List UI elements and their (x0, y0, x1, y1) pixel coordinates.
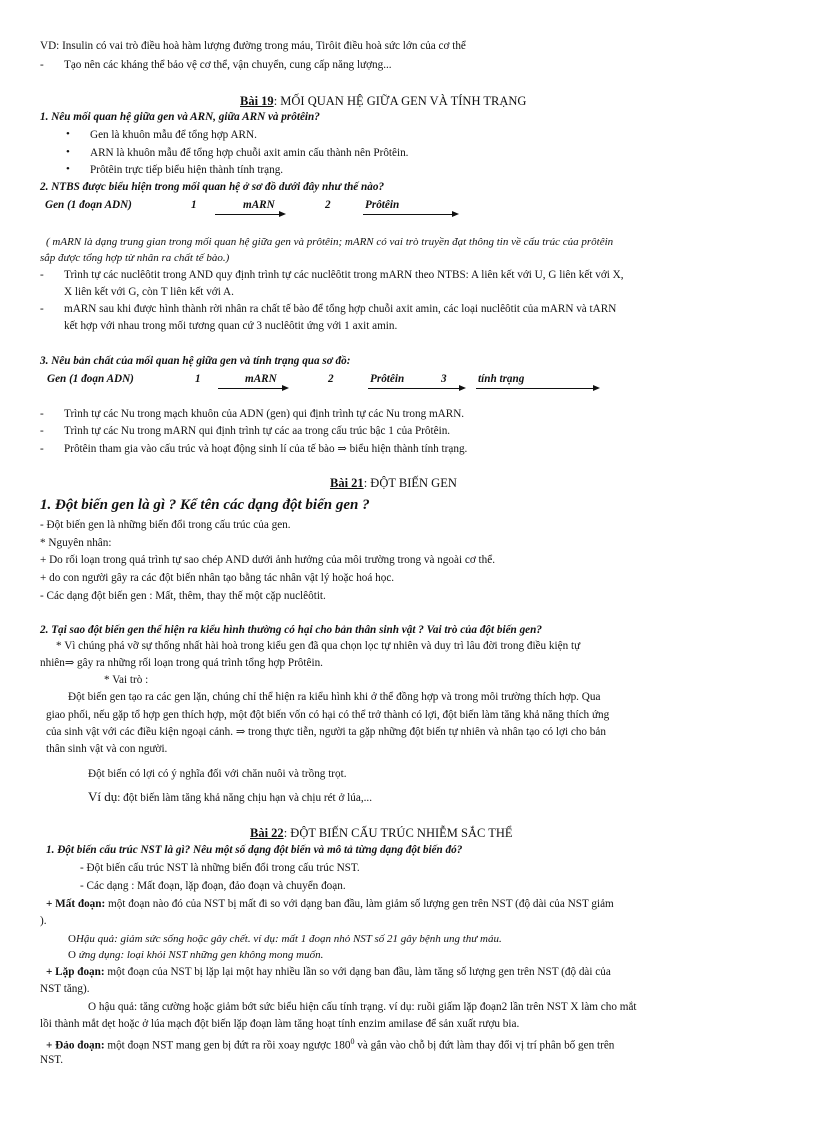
bullet-icon: • (66, 128, 70, 140)
harm-reason-2-text: gây ra những rối loạn trong quá trình tổng hợp Prôtêin. (77, 657, 323, 669)
essence-line-3-end: biểu hiện thành tính trạng. (349, 443, 468, 455)
duplication-consequence-1 (88, 1000, 637, 1014)
q1-item: Gen là khuôn mẫu để tổng hợp ARN. (90, 129, 257, 141)
deletion-consequence (68, 932, 502, 946)
lesson-19-heading (240, 93, 526, 109)
diagram-1-protein: Prôtêin (365, 199, 400, 211)
marn-line-1: mARN sau khi được hình thành rời nhân ra chất tế bào để tổng hợp chuỗi axit amin, các loại nuclêôtit của mARN và tARN (64, 303, 617, 315)
intro-line-2: Tạo nên các kháng thể bảo vệ cơ thể, vận chuyển, cung cấp năng lượng... (64, 59, 392, 71)
cause-1: + Do rối loạn trong quá trình tự sao chép AND dưới ảnh hưởng của môi trường trong và ngoài cơ thể. (40, 554, 496, 566)
note-line-1: ( mARN là dạng trung gian trong mối quan hệ giữa gen và prôtêin; mARN có vai trò truyền đạt thông tin về cấu trúc của prôtêin (46, 236, 614, 248)
gene-mutation-definition: - Đột biến gen là những biến đổi trong cấu trúc của gen. (40, 519, 291, 531)
dash-marker: - (40, 59, 44, 71)
diagram-2-step-1: 1 (195, 373, 201, 385)
role-line-4: thân sinh vật và con người. (46, 743, 168, 755)
role-line-1: Đột biến gen tạo ra các gen lặn, chúng chỉ thể hiện ra kiểu hình khi ở thể đồng hợp và trong môi trường thích hợp. Qua (68, 691, 601, 703)
role-line-2: giao phối, nếu gặp tổ hợp gen thích hợp, một đột biến vốn có hại có thể trở thành có lợi, đột biến làm tăng khả năng thích ứng (46, 709, 610, 721)
causes-label: * Nguyên nhân: (40, 537, 112, 549)
degree-mark: 0 (350, 1037, 355, 1046)
example-line (88, 789, 372, 806)
duplication-text: một đoạn của NST bị lặp lại một hay nhiều lần so với dạng ban đầu, làm tăng số lượng gen trên NST (độ dài của (104, 966, 611, 978)
inversion-line-2: NST. (40, 1054, 64, 1066)
role-label: * Vai trò : (104, 674, 149, 686)
role-line-3-start: của sinh vật với các điều kiện ngoại cảnh. (46, 726, 234, 738)
ntbs-line-1: Trình tự các nuclêôtit trong AND quy định trình tự các nuclêôtit trong mARN theo NTBS: A liên kết với U, G liên kết với X, (64, 269, 624, 281)
dash-marker: - (40, 303, 44, 315)
beneficial-mutation: Đột biến có lợi có ý nghĩa đối với chăn nuôi và trồng trọt. (88, 768, 347, 780)
lesson-22-question-1: 1. Đột biến cấu trúc NST là gì? Nêu một số dạng đột biến và mô tả từng dạng đột biến đó? (46, 844, 463, 856)
duplication-label: + Lặp đoạn: (46, 966, 105, 978)
arrow-icon (363, 214, 453, 215)
diagram-2-marn: mARN (245, 373, 277, 385)
circle-bullet-icon: O (68, 949, 76, 961)
duplication-line-2: NST tăng). (40, 983, 90, 995)
role-line-3 (46, 725, 606, 739)
dash-marker: - (40, 408, 44, 420)
lesson-22-heading (250, 825, 513, 841)
marn-line-2: kết hợp với nhau trong mối tương quan cứ 3 nuclêôtit ứng với 1 axit amin. (64, 320, 398, 332)
implies-icon: ⇒ (235, 726, 246, 738)
deletion-application (68, 948, 323, 962)
lesson-21-question-1: 1. Đột biến gen là gì ? Kể tên các dạng đột biến gen ? (40, 497, 370, 513)
diagram-2-gen: Gen (1 đoạn ADN) (47, 373, 134, 385)
lesson-22-number: Bài 22 (250, 826, 284, 840)
essence-line-3 (64, 442, 467, 456)
deletion-text: một đoạn nào đó của NST bị mất đi so với dạng ban đầu, làm giảm số lượng gen trên NST (độ dài của NST giảm (105, 898, 614, 910)
ntbs-line-2: X liên kết với G, còn T liên kết với A. (64, 286, 234, 298)
diagram-1-gen: Gen (1 đoạn ADN) (45, 199, 132, 211)
deletion-consequence-text: Hậu quả: giảm sức sống hoặc gây chết. ví dụ: mất 1 đoạn nhỏ NST số 21 gây bệnh ung thư máu. (75, 933, 502, 945)
diagram-2-trait: tính trạng (478, 373, 525, 385)
essence-line-3-text: Prôtêin tham gia vào cấu trúc và hoạt động sinh lí của tế bào (64, 443, 335, 455)
essence-line-1: Trình tự các Nu trong mạch khuôn của ADN (gen) qui định trình tự các Nu trong mARN. (64, 408, 465, 420)
harm-reason-1: * Vì chúng phá vỡ sự thống nhất hài hoà trong kiểu gen đã qua chọn lọc tự nhiên và duy trì lâu đời trong điều kiện tự (56, 640, 581, 652)
lesson-19-number: Bài 19 (240, 94, 274, 108)
intro-example: VD: Insulin có vai trò điều hoà hàm lượng đường trong máu, Tirôit điều hoà sức lớn của cơ thể (40, 40, 466, 52)
diagram-2-step-2: 2 (328, 373, 334, 385)
inversion-line-1 (46, 1035, 614, 1053)
mutation-types: - Các dạng đột biến gen : Mất, thêm, thay thế một cặp nuclêôtit. (40, 590, 326, 602)
arrow-icon (215, 214, 280, 215)
lesson-19-question-2: 2. NTBS được biểu hiện trong mối quan hệ ở sơ đồ dưới đây như thế nào? (40, 181, 385, 193)
lesson-21-question-2: 2. Tại sao đột biến gen thể hiện ra kiểu hình thường có hại cho bản thân sinh vật ? Vai trò của đột biến gen? (40, 624, 542, 636)
diagram-1-marn: mARN (243, 199, 275, 211)
inversion-text-rest: và gắn vào chỗ bị đứt làm thay đổi vị trí phân bố gen trên (354, 1039, 615, 1052)
role-line-3-text: trong thực tiễn, người ta gặp những đột biến tự nhiên và nhân tạo có lợi cho bản (248, 726, 606, 738)
lesson-21-number: Bài 21 (330, 476, 364, 490)
cause-2: + do con người gây ra các đột biến nhân tạo bằng tác nhân vật lý hoặc hoá học. (40, 572, 395, 584)
inversion-label: + Đảo đoạn: (46, 1039, 105, 1052)
structural-definition: - Đột biến cấu trúc NST là những biến đổi trong cấu trúc NST. (80, 862, 360, 874)
harm-reason-2-start: nhiên (40, 657, 65, 669)
lesson-19-question-1: 1. Nêu mối quan hệ giữa gen và ARN, giữa ARN và prôtêin? (40, 111, 320, 123)
arrow-icon (368, 388, 460, 389)
duplication-consequence-text: hậu quả: tăng cường hoặc giảm bớt sức biểu hiện cấu tính trạng. ví dụ: ruồi giấm lặp đoạn2 lần trên NST X làm cho mắt (98, 1001, 637, 1013)
diagram-2-protein: Prôtêin (370, 373, 405, 385)
implies-icon: ⇒ (64, 657, 75, 669)
diagram-1-step-1: 1 (191, 199, 197, 211)
lesson-19-question-3: 3. Nêu bản chất của mối quan hệ giữa gen và tính trạng qua sơ đồ: (40, 355, 351, 367)
duplication-line-1 (46, 965, 611, 979)
bullet-icon: • (66, 163, 70, 175)
arrow-icon (476, 388, 594, 389)
arrow-icon (218, 388, 283, 389)
deletion-line-2: ). (40, 915, 47, 927)
circle-bullet-icon: O (88, 1001, 97, 1013)
example-text: : đột biến làm tăng khả năng chịu hạn và chịu rét ở lúa,... (117, 792, 373, 804)
bullet-icon: • (66, 146, 70, 158)
q1-item: Prôtêin trực tiếp biểu hiện thành tính trạng. (90, 164, 284, 176)
diagram-2-step-3: 3 (441, 373, 447, 385)
essence-line-2: Trình tự các Nu trong mARN qui định trình tự các aa trong cấu trúc bậc 1 của Prôtêin. (64, 425, 451, 437)
note-line-2: sắp được tổng hợp từ nhân ra chất tế bào.) (40, 252, 230, 264)
dash-marker: - (40, 425, 44, 437)
lesson-19-title: : MỐI QUAN HỆ GIỮA GEN VÀ TÍNH TRẠNG (273, 94, 527, 108)
duplication-consequence-2: lồi thành mắt dẹt hoặc ở lúa mạch đột biến lặp đoạn làm tăng hoạt tính enzim amilase để sản xuất rượu bia. (40, 1018, 520, 1030)
example-label: Ví dụ (88, 789, 118, 804)
deletion-label: + Mất đoạn: (46, 898, 106, 910)
lesson-21-heading (330, 475, 457, 491)
q1-item: ARN là khuôn mẫu để tổng hợp chuỗi axit amin cấu thành nên Prôtêin. (90, 147, 409, 159)
lesson-22-title: : ĐỘT BIẾN CẤU TRÚC NHIỄM SẮC THỂ (283, 826, 513, 840)
dash-marker: - (40, 443, 44, 455)
circle-bullet-icon: O (68, 933, 76, 945)
diagram-1-step-2: 2 (325, 199, 331, 211)
harm-reason-2 (40, 656, 323, 670)
structural-types: - Các dạng : Mất đoạn, lặp đoạn, đảo đoạn và chuyển đoạn. (80, 880, 346, 892)
deletion-application-text: ứng dụng: loại khỏi NST những gen không mong muốn. (78, 949, 324, 961)
inversion-text: một đoạn NST mang gen bị đứt ra rồi xoay ngược 180 (104, 1039, 351, 1052)
implies-icon: ⇒ (337, 443, 347, 455)
lesson-21-title: : ĐỘT BIẾN GEN (363, 476, 457, 490)
deletion-line-1 (46, 897, 614, 911)
dash-marker: - (40, 269, 44, 281)
